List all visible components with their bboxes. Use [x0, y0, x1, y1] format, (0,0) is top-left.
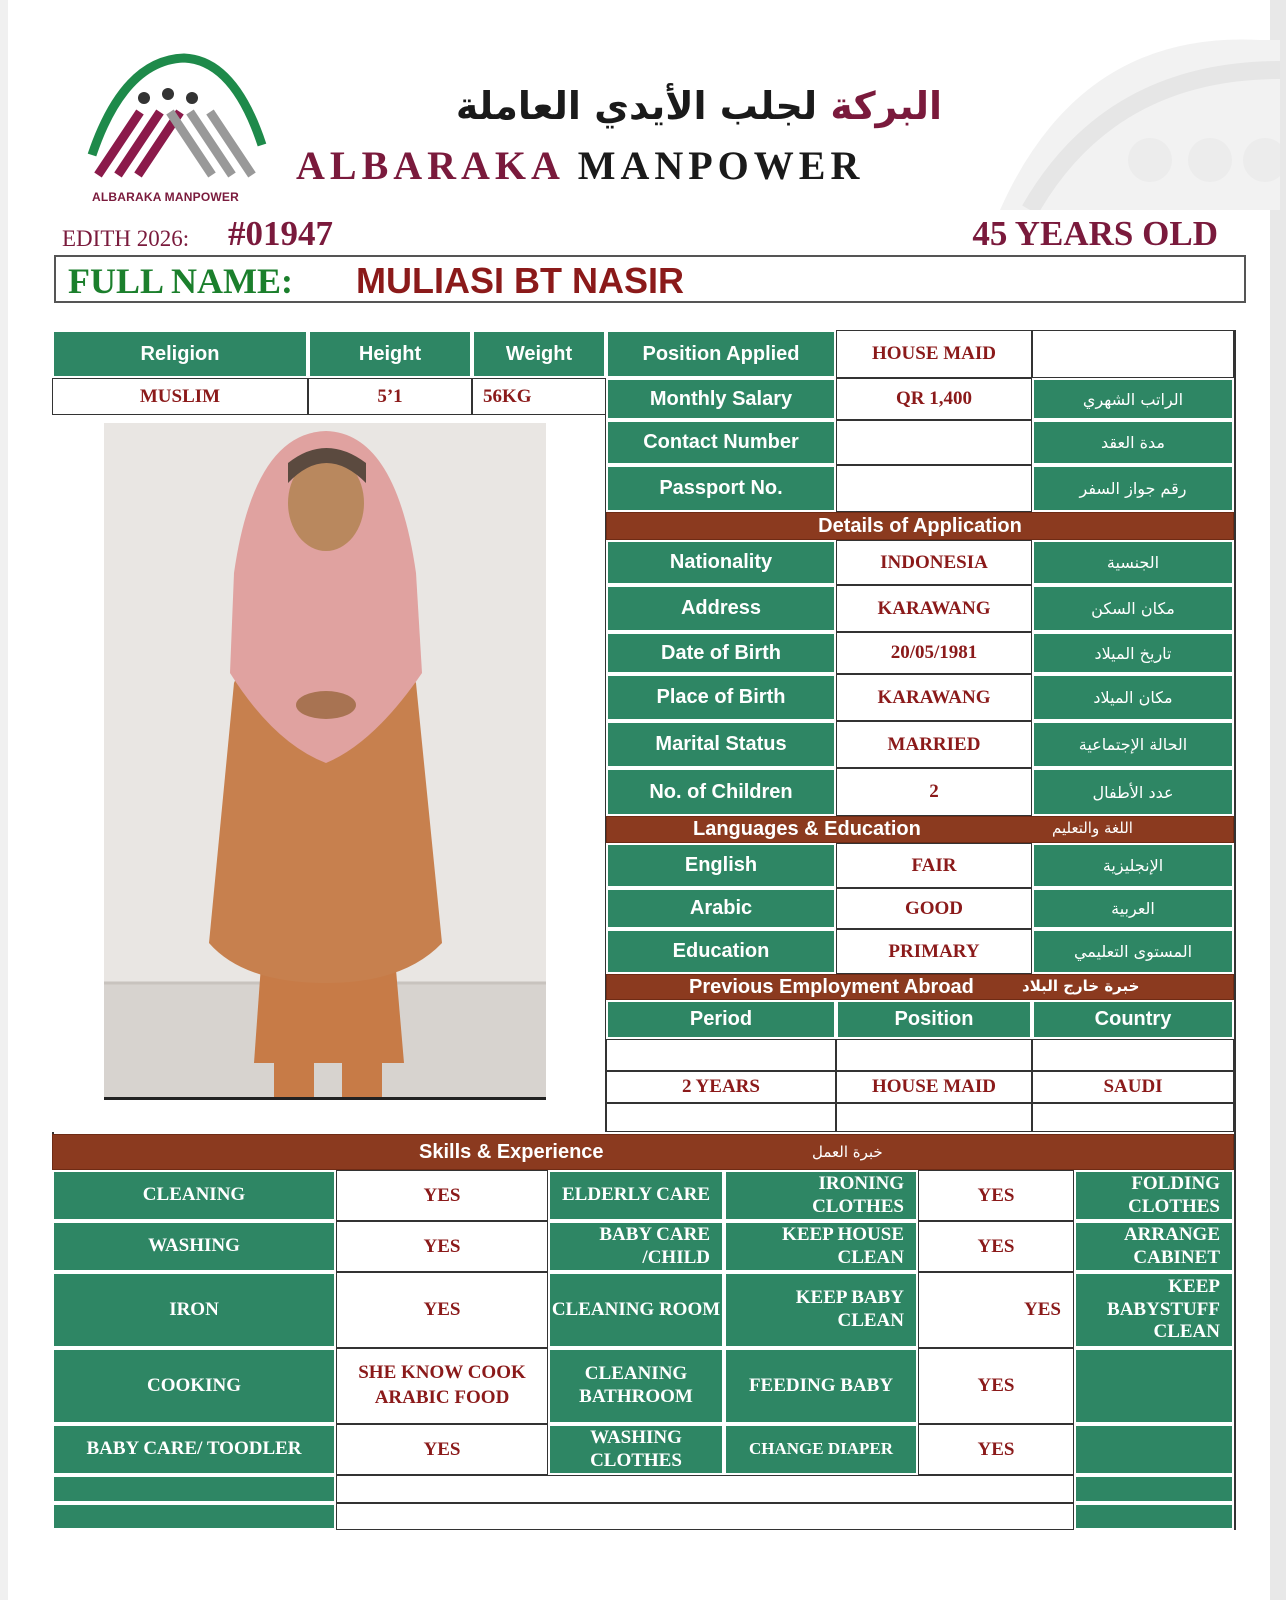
employment-cell [836, 1103, 1032, 1132]
english-value: FAIR [836, 843, 1032, 888]
contact-number-value [836, 420, 1032, 465]
education-label: Education [606, 929, 836, 974]
empty-white-cell [336, 1503, 1074, 1530]
languages-section-arabic: اللغة والتعليم [1052, 819, 1133, 837]
skills-section-title: Skills & Experience [52, 1134, 1234, 1170]
address-label: Address [606, 585, 836, 632]
skill-label: CLEANING [52, 1170, 336, 1221]
passport-no-arabic: رقم جواز السفر [1032, 465, 1234, 512]
brand-arabic-name [292, 84, 942, 128]
employment-country-value: SAUDI [1032, 1071, 1234, 1103]
employment-cell [836, 1039, 1032, 1071]
skill-label: KEEP BABY CLEAN [724, 1272, 918, 1348]
education-value: PRIMARY [836, 929, 1032, 974]
weight-value: 56KG [472, 378, 606, 415]
weight-header: Weight [472, 330, 606, 378]
edition-label: EDITH 2026: [62, 226, 190, 251]
skill-value: YES [336, 1221, 548, 1272]
skill-label: WASHING [52, 1221, 336, 1272]
skill-label: KEEP BABYSTUFF CLEAN [1074, 1272, 1234, 1348]
empty-white-cell [336, 1475, 1074, 1503]
skill-value: YES [918, 1272, 1074, 1348]
height-header: Height [308, 330, 472, 378]
employment-period-value: 2 YEARS [606, 1071, 836, 1103]
skill-value: YES [336, 1424, 548, 1475]
nationality-value: INDONESIA [836, 540, 1032, 585]
contact-number-label: Contact Number [606, 420, 836, 465]
religion-header: Religion [52, 330, 308, 378]
skill-value: YES [336, 1272, 548, 1348]
brand-arabic-part2: لجلب الأيدي العاملة [455, 84, 818, 128]
skill-value: YES [918, 1424, 1074, 1475]
education-arabic: المستوى التعليمي [1032, 929, 1234, 974]
skill-value: YES [918, 1221, 1074, 1272]
skill-label: COOKING [52, 1348, 336, 1424]
full-name-value: MULIASI BT NASIR [356, 260, 684, 301]
employment-section-arabic: خبرة خارج البلاد [1022, 977, 1140, 995]
children-value: 2 [836, 768, 1032, 816]
date-of-birth-value: 20/05/1981 [836, 632, 1032, 674]
full-name-label: FULL NAME: [68, 261, 293, 301]
position-applied-value: HOUSE MAID [836, 330, 1032, 378]
monthly-salary-label: Monthly Salary [606, 378, 836, 420]
skill-label: ELDERLY CARE [548, 1170, 724, 1221]
arabic-arabic: العربية [1032, 888, 1234, 929]
full-name-box [54, 255, 1246, 303]
religion-value: MUSLIM [52, 378, 308, 415]
details-section-title: Details of Application [606, 512, 1234, 540]
employment-cell [1032, 1039, 1234, 1071]
english-arabic: الإنجليزية [1032, 843, 1234, 888]
monthly-salary-value: QR 1,400 [836, 378, 1032, 420]
skill-label: KEEP HOUSE CLEAN [724, 1221, 918, 1272]
employment-cell [1032, 1103, 1234, 1132]
skill-value: SHE KNOW COOK ARABIC FOOD [336, 1348, 548, 1424]
skill-label: IRONING CLOTHES [724, 1170, 918, 1221]
skill-label: CLEANING BATHROOM [548, 1348, 724, 1424]
skill-value: YES [336, 1170, 548, 1221]
period-header: Period [606, 1000, 836, 1039]
skill-label: CLEANING ROOM [548, 1272, 724, 1348]
skill-label: FOLDING CLOTHES [1074, 1170, 1234, 1221]
reference-number: #01947 [228, 214, 333, 253]
empty-green-cell [1074, 1475, 1234, 1503]
passport-no-label: Passport No. [606, 465, 836, 512]
children-label: No. of Children [606, 768, 836, 816]
date-of-birth-label: Date of Birth [606, 632, 836, 674]
page-edge-left [0, 0, 8, 1600]
skill-label: BABY CARE /CHILD [548, 1221, 724, 1272]
position-applied-arabic [1032, 330, 1234, 378]
skill-label: FEEDING BABY [724, 1348, 918, 1424]
place-of-birth-arabic: مكان الميلاد [1032, 674, 1234, 721]
watermark-logo-icon [960, 10, 1280, 210]
nationality-label: Nationality [606, 540, 836, 585]
marital-status-label: Marital Status [606, 721, 836, 768]
skills-section-arabic: خبرة العمل [812, 1143, 883, 1161]
empty-green-cell [52, 1503, 336, 1530]
candidate-photo-icon [104, 423, 546, 1097]
languages-section-title: Languages & Education [606, 816, 1234, 843]
employment-cell [606, 1103, 836, 1132]
place-of-birth-label: Place of Birth [606, 674, 836, 721]
english-label: English [606, 843, 836, 888]
address-value: KARAWANG [836, 585, 1032, 632]
age-label: 45 YEARS OLD [972, 214, 1218, 253]
children-arabic: عدد الأطفال [1032, 768, 1234, 816]
employment-section-title: Previous Employment Abroad [606, 974, 1234, 1000]
monthly-salary-arabic: الراتب الشهري [1032, 378, 1234, 420]
page-edge-right [1270, 0, 1286, 1600]
height-value: 5’1 [308, 378, 472, 415]
photo-underline [104, 1097, 546, 1100]
skill-label [1074, 1424, 1234, 1475]
nationality-arabic: الجنسية [1032, 540, 1234, 585]
position-applied-label: Position Applied [606, 330, 836, 378]
contact-number-arabic: مدة العقد [1032, 420, 1234, 465]
skill-label: ARRANGE CABINET [1074, 1221, 1234, 1272]
date-of-birth-arabic: تاريخ الميلاد [1032, 632, 1234, 674]
brand-english-name [296, 142, 864, 189]
brand-english-part2: MANPOWER [577, 143, 865, 188]
skill-label: WASHING CLOTHES [548, 1424, 724, 1475]
country-header: Country [1032, 1000, 1234, 1039]
place-of-birth-value: KARAWANG [836, 674, 1032, 721]
skill-value: YES [918, 1348, 1074, 1424]
albaraka-logo-icon [84, 50, 274, 210]
brand-english-part1: ALBARAKA [296, 143, 563, 188]
address-arabic: مكان السكن [1032, 585, 1234, 632]
marital-status-arabic: الحالة الإجتماعية [1032, 721, 1234, 768]
passport-no-value [836, 465, 1032, 512]
position-header: Position [836, 1000, 1032, 1039]
skill-label: CHANGE DIAPER [724, 1424, 918, 1475]
empty-green-cell [1074, 1503, 1234, 1530]
arabic-label: Arabic [606, 888, 836, 929]
skill-label [1074, 1348, 1234, 1424]
skill-value: YES [918, 1170, 1074, 1221]
brand-arabic-part1: البركة [830, 84, 942, 128]
skill-label: BABY CARE/ TOODLER [52, 1424, 336, 1475]
employment-position-value: HOUSE MAID [836, 1071, 1032, 1103]
arabic-value: GOOD [836, 888, 1032, 929]
skill-label: IRON [52, 1272, 336, 1348]
employment-cell [606, 1039, 836, 1071]
logo-caption: ALBARAKA MANPOWER [92, 190, 239, 204]
empty-green-cell [52, 1475, 336, 1503]
marital-status-value: MARRIED [836, 721, 1032, 768]
